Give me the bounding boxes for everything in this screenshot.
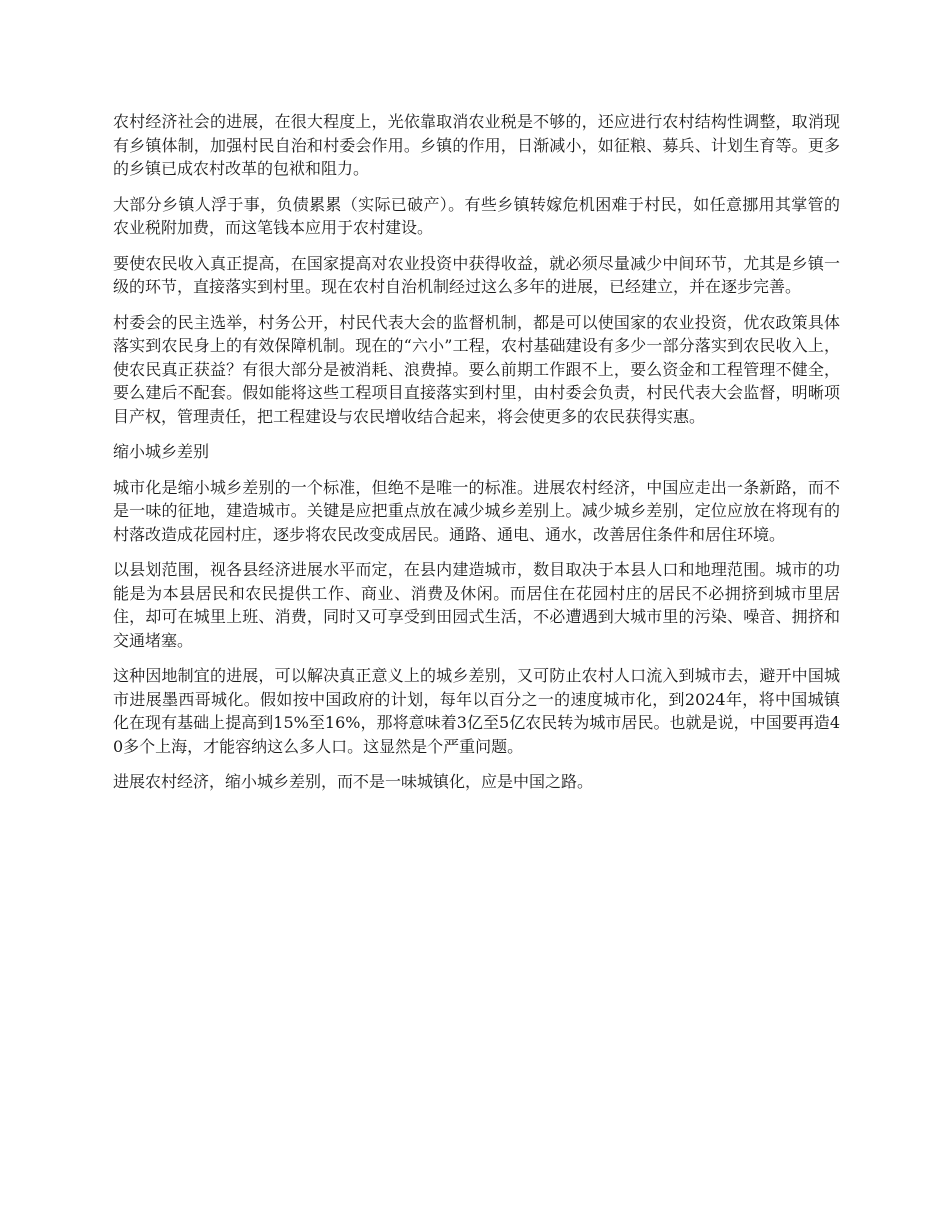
paragraph-8: 进展农村经济，缩小城乡差别，而不是一味城镇化，应是中国之路。 (113, 772, 594, 791)
paragraph-6: 以县划范围，视各县经济进展水平而定，在县内建造城市，数目取决于本县人口和地理范围。城市的功能是为本县居民和农民提供工作、商业、消费及休闲。而居住在花园村庄的居民不必拥挤到城市里居住，却可在城里上班、消费，同时又可享受到田园式生活，不必遭遇到大城市里的污染、噪音、拥挤和交通堵塞。 (113, 560, 840, 650)
section-heading: 缩小城乡差别 (113, 442, 210, 461)
paragraph-4: 村委会的民主选举，村务公开，村民代表大会的监督机制，都是可以使国家的农业投资，优农政策具体落实到农民身上的有效保障机制。现在的“六小”工程，农村基础建设有多少一部分落实到农民收入上，使农民真正获益？有很大部分是被消耗、浪费掉。要么前期工作跟不上，要么资金和工程管理不健全，要么建后不配套。假如能将这些工程项目直接落实到村里，由村委会负责，村民代表大会监督，明晰项目产权，管理责任，把工程建设与农民增收结合起来，将会使更多的农民获得实惠。 (113, 312, 840, 426)
paragraph-5: 城市化是缩小城乡差别的一个标准，但绝不是唯一的标准。进展农村经济，中国应走出一条新路，而不是一味的征地，建造城市。关键是应把重点放在减少城乡差别上。减少城乡差别，定位应放在将现有的村落改造成花园村庄，逐步将农民改变成居民。通路、通电、通水，改善居住条件和居住环境。 (113, 477, 840, 544)
paragraph-3: 要使农民收入真正提高，在国家提高对农业投资中获得收益，就必须尽量减少中间环节，尤其是乡镇一级的环节，直接落实到村里。现在农村自治机制经过这么多年的进展，已经建立，并在逐步完善。 (113, 253, 840, 296)
paragraph-7: 这种因地制宜的进展，可以解决真正意义上的城乡差别，又可防止农村人口流入到城市去，避开中国城市进展墨西哥城化。假如按中国政府的计划，每年以百分之一的速度城市化，到2024年，将中国城镇化在现有基础上提高到15%至16%，那将意味着3亿至5亿农民转为城市居民。也就是说，中国要再造40多个上海，才能容纳这么多人口。这显然是个严重问题。 (113, 666, 840, 756)
document-body (113, 110, 840, 806)
paragraph-2: 大部分乡镇人浮于事，负债累累（实际已破产）。有些乡镇转嫁危机困难于村民，如任意挪用其掌管的农业税附加费，而这笔钱本应用于农村建设。 (113, 194, 840, 237)
paragraph-1: 农村经济社会的进展，在很大程度上，光依靠取消农业税是不够的，还应进行农村结构性调整，取消现有乡镇体制，加强村民自治和村委会作用。乡镇的作用，日渐减小，如征粮、募兵、计划生育等。更多的乡镇已成农村改革的包袱和阻力。 (113, 112, 840, 178)
